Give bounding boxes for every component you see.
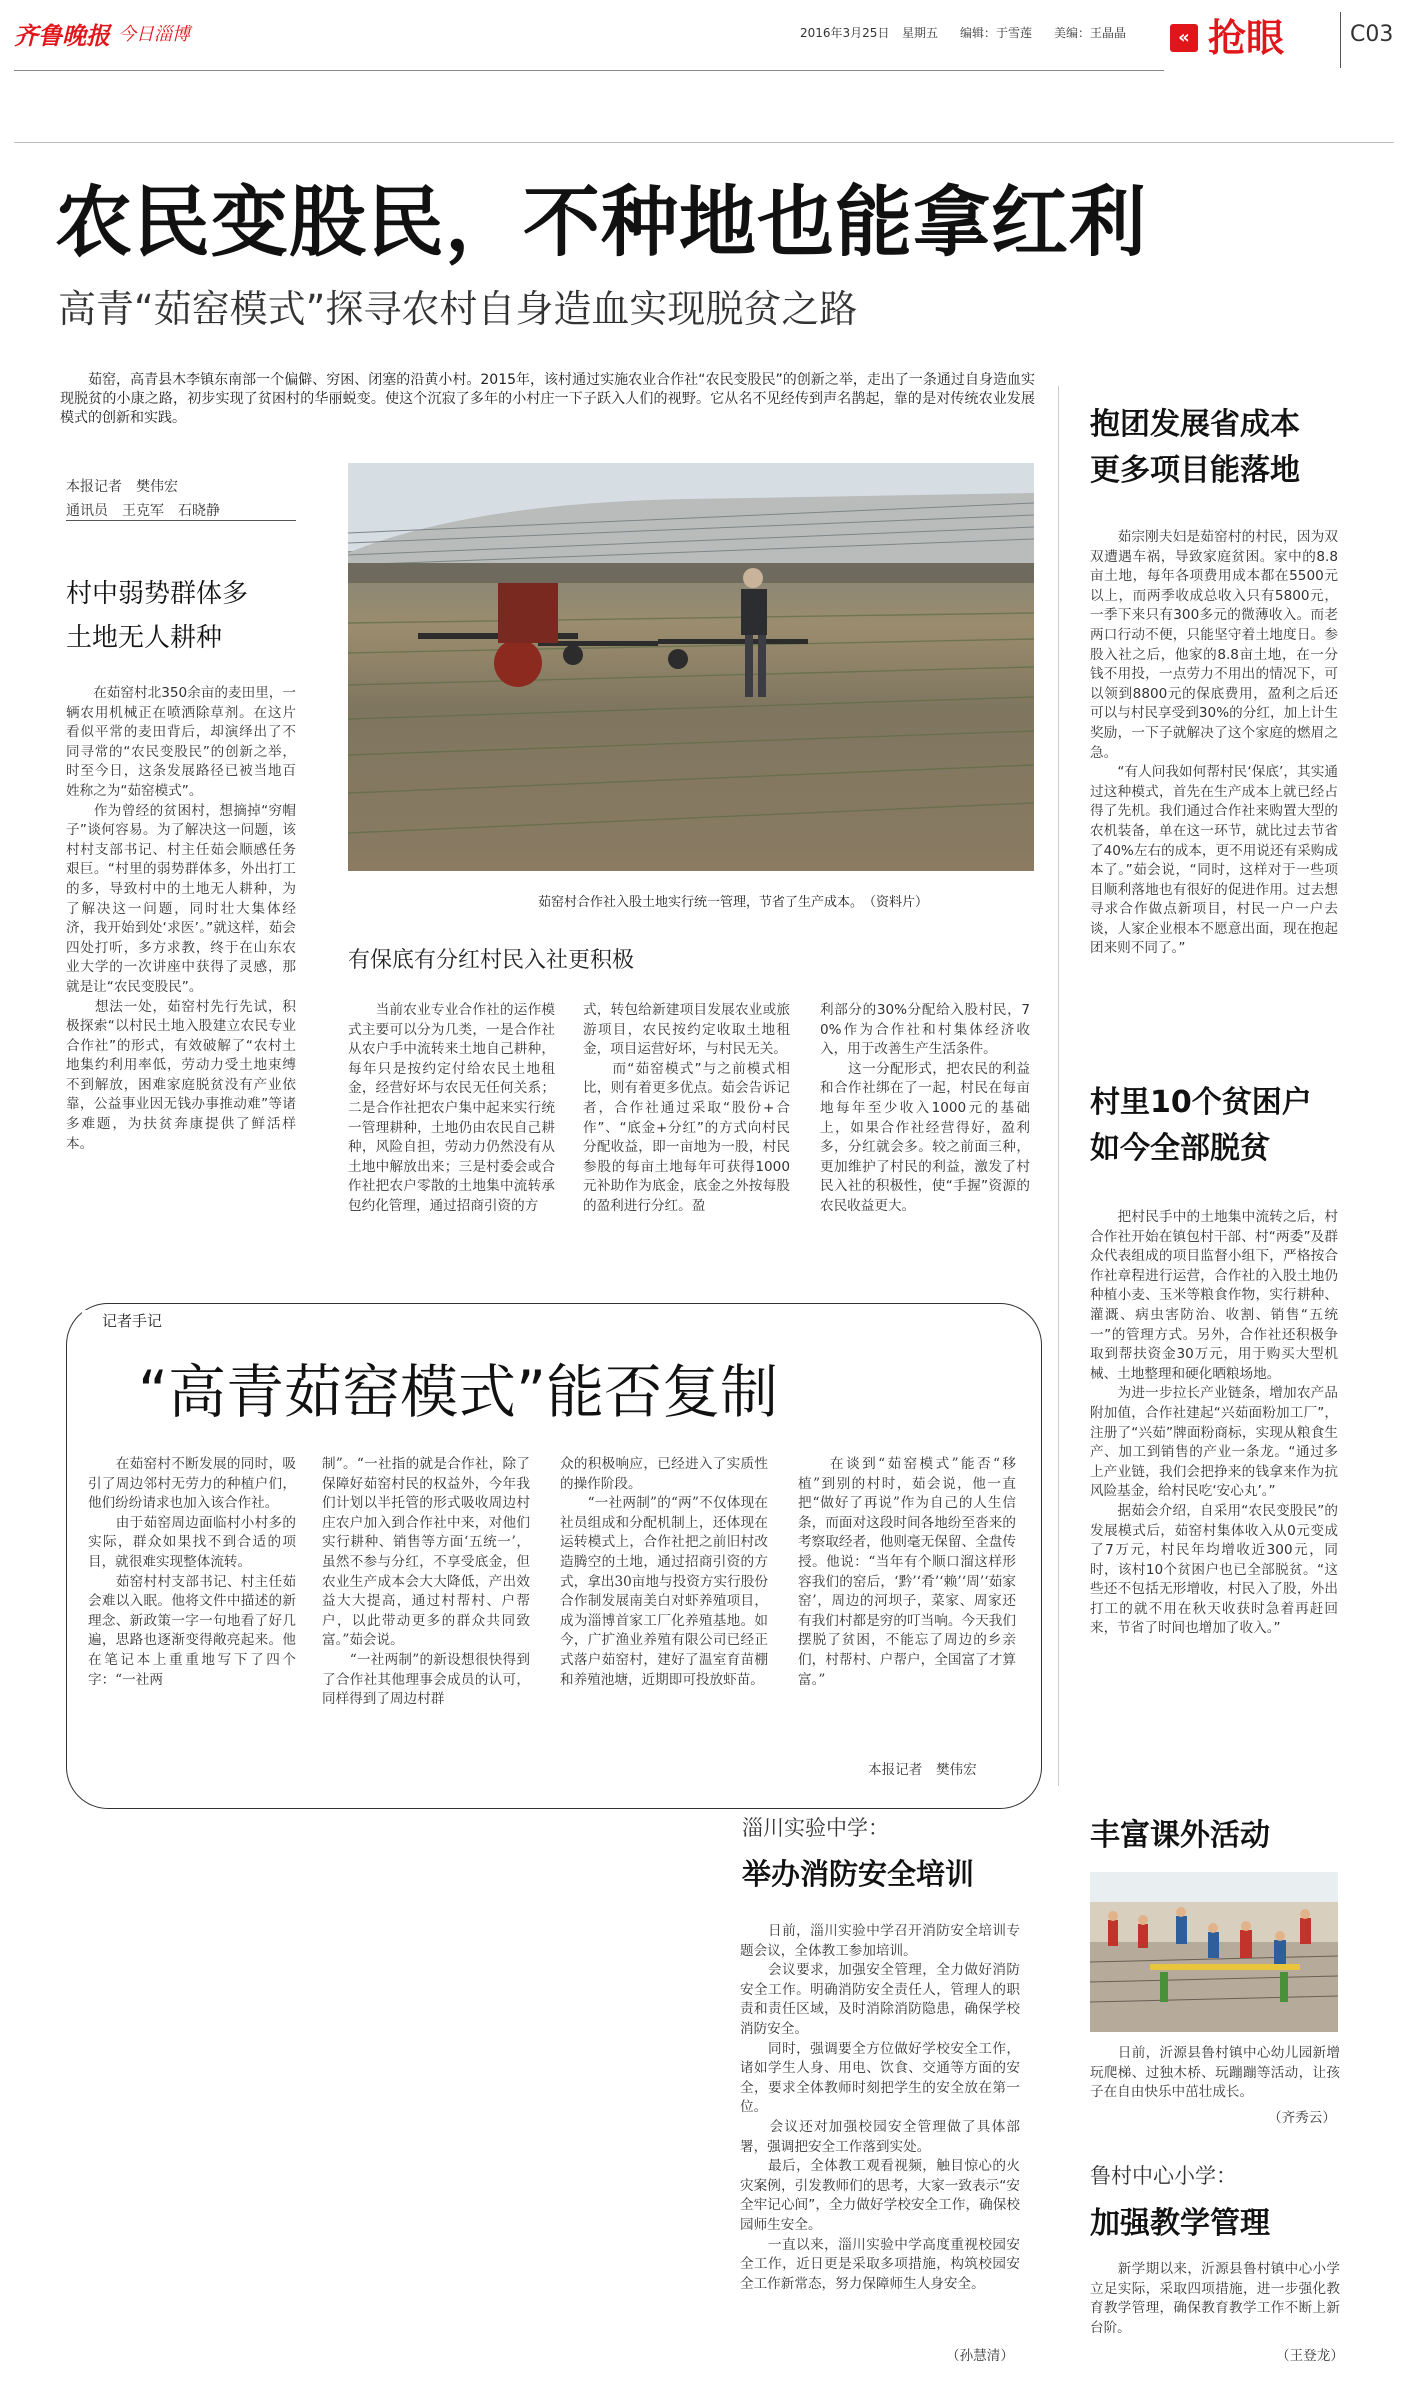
section-name: 抢眼 bbox=[1208, 16, 1285, 60]
edition-name: 今日淄博 bbox=[118, 24, 190, 45]
middle-column-1: 当前农业专业合作社的运作模式主要可以分为几类，一是合作社从农户手中流转来土地自己耕种，每年只是按约定付给农民土地租金，经营好坏与农民无任何关系；二是合作社把农户集中起来实行统一管理耕种，土地仍由农民自己耕种，风险自担，劳动力仍然没有从土地中解放出来；三是村委会或合作社把农户零散的土地集中流转承包约化管理，通过招商引资的方 bbox=[348, 1002, 555, 1214]
middle-column-2: 式，转包给新建项目发展农业或旅游项目，农民按约定收取土地租金，项目运营好坏，与村民无关。 而“茹窑模式”与之前模式相比，则有着更多优点。茹会告诉记者，合作社通过采取“股份+合作”、“底金+分红”的方式向村民分配收益，即一亩地为一股，村民参股的每亩土地每年可获得1000元补助作为底金，底金之外按每股的盈利进行分红。盈 bbox=[583, 1002, 790, 1214]
main-headline: 农民变股民，不种地也能拿红利 bbox=[55, 179, 1147, 268]
kids-photo bbox=[1090, 1872, 1338, 2032]
right-column-text-1: 茹宗刚夫妇是茹窑村的村民，因为双双遭遇车祸，导致家庭贫困。家中的8.8亩土地，每年各项费用成本都在5500元以上，而两季收成总收入只有5800元，一季下来只有300多元的微薄收入。而老两口行动不便，只能坚守着土地度日。参股入社之后，他家的8.8亩土地，在一分钱不用投，一点劳力不用出的情况下，可以领到8800元的保底费用，盈利之后还可以与村民享受到30%的分红，加上计生奖励，一下子就解决了这个家庭的燃眉之急。 “有人问我如何帮村民‘保底’，其实通过这种模式，首先在生产成本上就已经占得了先机。我们通过合作社来购置大型的农机装备，单在这一环节，就比过去节省了40%左右的成本，更不用说还有采购成本了。”茹会说，“同时，这样对于一些项目顺利落地也有很好的促进作用。过去想寻求合作做点新项目，村民一户一户去谈，人家企业根本不愿意出面，现在抱起团来则不同了。” bbox=[1090, 529, 1338, 957]
designer-credit: 美编：王晶晶 bbox=[1054, 26, 1127, 40]
byline-reporter: 本报记者 樊伟宏 bbox=[66, 479, 178, 495]
commentary-label: 记者手记 bbox=[82, 1310, 180, 1331]
subhead-line: 抱团发展省成本 bbox=[1090, 407, 1300, 442]
kids-playground-illustration bbox=[1090, 1872, 1338, 2032]
news2-title: 丰富课外活动 bbox=[1090, 1818, 1270, 1853]
page-number: C03 bbox=[1350, 22, 1394, 47]
commentary-column-3: 众的积极响应，已经进入了实质性的操作阶段。 “一社两制”的“两”不仅体现在社员组成和分配机制上，还体现在运转模式上，合作社把之前旧村改造腾空的土地，通过招商引资的方式，拿出30亩地与投资方实行股份合作制发展南美白对虾养殖项目，成为淄博首家工厂化养殖基地。如今，广扩渔业养殖有限公司已经正式落户茹窑村，建好了温室育苗棚和养殖池塘，近期即可投放虾苗。 bbox=[560, 1456, 768, 1688]
news1-author: （孙慧清） bbox=[946, 2348, 1014, 2364]
commentary-title: “高青茹窑模式”能否复制 bbox=[138, 1358, 779, 1426]
commentary-author: 本报记者 樊伟宏 bbox=[868, 1762, 977, 1778]
commentary-column-1: 在茹窑村不断发展的同时，吸引了周边邻村无劳力的种植户们，他们纷纷请求也加入该合作社。 由于茹窑周边面临村小村多的实际，群众如果找不到合适的项目，就很难实现整体流转。 茹窑村村支部书记、村主任茹会难以入眠。他将文件中描述的新理念、新政策一字一句地看了好几遍，思路也逐渐变得敞亮起来。他在笔记本上重重地写下了四个字：“一社两 bbox=[88, 1456, 296, 1688]
editor-credit: 编辑：于雪莲 bbox=[960, 26, 1033, 40]
subhead-right-1 bbox=[1090, 402, 1300, 494]
news2-author: （齐秀云） bbox=[1268, 2110, 1336, 2126]
subhead-line: 土地无人耕种 bbox=[66, 623, 223, 653]
subhead-middle: 有保底有分红村民入社更积极 bbox=[348, 948, 635, 973]
farm-photo bbox=[348, 463, 1034, 871]
subhead-line: 村里10个贫困户 bbox=[1090, 1085, 1312, 1120]
right-column-divider bbox=[1058, 386, 1059, 1786]
photo-caption: 茹窑村合作社入股土地实行统一管理，节省了生产成本。 （资料片） bbox=[538, 895, 929, 910]
issue-weekday: 星期五 bbox=[902, 26, 939, 40]
masthead bbox=[0, 0, 1409, 110]
paper-logo: 齐鲁晚报 bbox=[14, 21, 110, 50]
subhead-left-1 bbox=[66, 572, 248, 660]
right-column-text-2: 把村民手中的土地集中流转之后，村合作社开始在镇包村干部、村“两委”及群众代表组成的项目监督小组下，严格按合作社章程进行运营，合作社的入股土地仍种植小麦、玉米等粮食作物，实行耕种、灌溉、病虫害防治、收割、销售“五统一”的管理方式。另外，合作社还积极争取到帮扶资金30万元，用于购买大型机械、土地整理和硬化晒粮场地。 为进一步拉长产业链条，增加农产品附加值，合作社建起“兴茹面粉加工厂”，注册了“兴茹”牌面粉商标，实现从粮食生产、加工到销售的产业一条龙。“通过多上产业链，我们会把挣来的钱拿来作为抗风险基金，给村民吃‘安心丸’。” 据茹会介绍，自采用“农民变股民”的发展模式后，茹窑村集体收入从0元变成了7万元，村民年均增收近300元，同时，该村10个贫困户也已全部脱贫。“这些还不包括无形增收，村民入了股，外出打工的就不用在秋天收获时急着再赶回来，节省了时间也增加了收入。” bbox=[1090, 1209, 1338, 1637]
news1-text: 日前，淄川实验中学召开消防安全培训专题会议，全体教工参加培训。 会议要求，加强安全管理，全力做好消防安全工作。明确消防安全责任人，管理人的职责和责任区域，及时消除消防隐患，确保学校消防安全。 同时，强调要全方位做好学校安全工作，诸如学生人身、用电、饮食、交通等方面的安全，要求全体教师时刻把学生的安全放在第一位。 会议还对加强校园安全管理做了具体部署，强调把安全工作落到实处。 最后，全体教工观看视频，触目惊心的火灾案例，引发教师们的思考，大家一致表示“安全牢记心间”，全力做好学校安全工作，确保校园师生安全。 一直以来，淄川实验中学高度重视校园安全工作，近日更是采取多项措施，构筑校园安全工作新常态，努力保障师生人身安全。 bbox=[740, 1923, 1020, 2292]
page-divider bbox=[1340, 12, 1341, 68]
lead-paragraph: 茹窑，高青县木李镇东南部一个偏僻、穷困、闭塞的沿黄小村。2015年，该村通过实施农业合作社“农民变股民”的创新之举，走出了一条通过自身造血实现脱贫的小康之路，初步实现了贫困村的华丽蜕变。使这个沉寂了多年的小村庄一下子跃入人们的视野。它从名不见经传到声名鹊起，靠的是对传统农业发展模式的创新和实践。 bbox=[60, 372, 1035, 426]
middle-column-3: 利部分的30%分配给入股村民，70%作为合作社和村集体经济收入，用于改善生产生活条件。 这一分配形式，把农民的利益和合作社绑在了一起，村民在每亩地每年至少收入1000元的基础上，如果合作社经营得好，盈利多，分红就会多。较之前面三种，更加维护了村民的利益，激发了村民入社的积极性，使“手握”资源的农民收益更大。 bbox=[820, 1002, 1030, 1214]
subhead-line: 村中弱势群体多 bbox=[66, 579, 249, 609]
news3-author: （王登龙） bbox=[1276, 2348, 1344, 2364]
left-column-text: 在茹窑村北350余亩的麦田里，一辆农用机械正在喷洒除草剂。在这片看似平常的麦田背后，却演绎出了不同寻常的“农民变股民”的创新之举，时至今日，这条发展路径已被当地百姓称之为“茹窑模式”。 作为曾经的贫困村，想摘掉“穷帽子”谈何容易。为了解决这一问题，该村村支部书记、村主任茹会顺感任务艰巨。“村里的弱势群体多，外出打工的多，导致村中的土地无人耕种，为了解决这一问题，同时壮大集体经济，我开始到处‘求医’。”就这样，茹会四处打听，多方求教，终于在山东农业大学的一次讲座中获得了灵感，那就是让“农民变股民”。 想法一处，茹窑村先行先试，积极探索“以村民土地入股建立农民专业合作社”的形式，有效破解了“农村土地集约利用率低，劳动力受土地束缚不到解放，困难家庭脱贫没有产业依靠，公益事业因无钱办事推动难”等诸多难题，为扶贫奔康提供了鲜活样本。 bbox=[66, 685, 296, 1152]
section-chevron-icon: « bbox=[1170, 24, 1198, 52]
news1-title: 举办消防安全培训 bbox=[742, 1857, 975, 1891]
byline-rule bbox=[66, 520, 296, 521]
commentary-column-4: 在谈到“茹窑模式”能否“移植”到别的村时，茹会说，他一直把“做好了再说”作为自己的人生信条，而面对这段时间各地纷至沓来的考察取经者，他则毫无保留、全盘传授。他说：“当年有个顺口溜这样形容我们的窑后，‘黔’‘肴’‘赖’‘周’‘茹家窑’，周边的河坝子，菜家、周家还有我们村都是穷的叮当响。今天我们摆脱了贫困，不能忘了周边的乡亲们，村帮村、户帮户，全国富了才算富。” bbox=[798, 1456, 1016, 1688]
commentary-column-2: 制”。“一社指的就是合作社，除了保障好茹窑村民的权益外，今年我们计划以半托管的形式吸收周边村庄农户加入到合作社中来，对他们实行耕种、销售等方面‘五统一’，虽然不参与分红，不享受底金，但农业生产成本会大大降低，产出效益大大提高，通过村帮村、户帮户，以此带动更多的群众共同致富。”茹会说。 “一社两制”的新设想很快得到了合作社其他理事会成员的认可，同样得到了周边村群 bbox=[322, 1456, 530, 1708]
news3-title: 加强教学管理 bbox=[1090, 2206, 1270, 2241]
news2-caption: 日前，沂源县鲁村镇中心幼儿园新增玩爬梯、过独木桥、玩蹦蹦等活动，让孩子在自由快乐中茁壮成长。 bbox=[1090, 2045, 1340, 2101]
farm-photo-illustration bbox=[348, 463, 1034, 871]
subhead-line: 如今全部脱贫 bbox=[1090, 1131, 1270, 1166]
issue-date: 2016年3月25日 bbox=[800, 26, 890, 40]
main-subtitle: 高青“茹窑模式”探寻农村自身造血实现脱贫之路 bbox=[58, 287, 858, 331]
masthead-rule bbox=[14, 70, 1164, 71]
subhead-line: 更多项目能落地 bbox=[1090, 453, 1300, 488]
top-rule bbox=[14, 142, 1394, 143]
news3-kicker: 鲁村中心小学： bbox=[1090, 2164, 1237, 2188]
news3-text: 新学期以来，沂源县鲁村镇中心小学立足实际，采取四项措施，进一步强化教育教学管理，确保教育教学工作不断上新台阶。 bbox=[1090, 2261, 1340, 2336]
byline-correspondents: 通讯员 王克军 石晓静 bbox=[66, 503, 220, 519]
subhead-right-2 bbox=[1090, 1080, 1312, 1172]
news1-kicker: 淄川实验中学： bbox=[742, 1816, 889, 1840]
